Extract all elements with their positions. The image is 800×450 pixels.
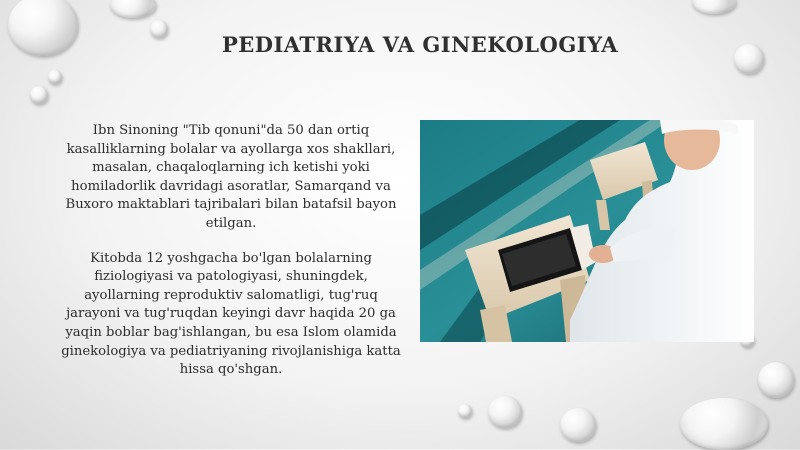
paragraph: Ibn Sinoning "Tib qonuni"da 50 dan ortiq kasalliklarning bolalar va ayollarga xos shakllari, masalan, chaqaloqlarning ich ketishi yoki homiladorlik davridagi asoratlar, Samarqand va Buxoro maktablari tajribalari bilan batafsil bayon etilgan. [65,123,397,231]
water-drop-decoration [758,362,794,398]
slide-body-text [56,122,406,396]
water-drop-decoration [458,404,472,418]
photo-boy-reading-quran [420,120,754,342]
slide-title: PEDIATRIYA VA GINEKOLOGIYA [221,32,619,57]
water-drop-decoration [488,396,522,428]
water-drop-decoration [30,86,48,104]
water-drop-decoration [560,408,596,442]
water-drop-decoration [48,70,62,84]
paragraph: Kitobda 12 yoshgacha bo'lgan bolalarning fiziologiyasi va patologiyasi, shuningdek, ayollarning reproduktiv salomatligi, tug'ruq jarayoni va tug'ruqdan keyingi davr haqida 20 ga yaqin boblar bag'ishlangan, bu esa Islom olamida ginekologiya va pediatriyaning rivojlanishiga katta hissa qo'shgan. [61,250,401,378]
water-drop-decoration [692,0,736,14]
water-drop-decoration [110,0,156,18]
water-drop-decoration [680,398,768,450]
